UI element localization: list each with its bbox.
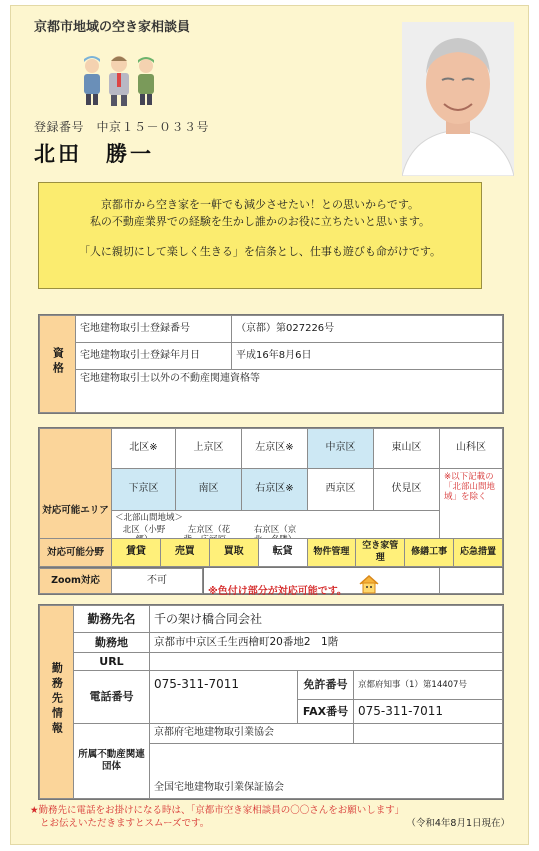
area-kita: 北区※ (112, 429, 176, 469)
area-nakagyo: 中京区 (308, 429, 374, 469)
field-emergency: 応急措置 (454, 539, 503, 567)
work-section-label: 勤務先情報 (40, 606, 74, 799)
url-value[interactable] (150, 653, 503, 671)
area-higashiyama: 東山区 (374, 429, 440, 469)
license-label: 免許番号 (298, 671, 354, 700)
zoom-value: 不可 (112, 569, 203, 594)
qual-value-1: 平成16年8月6日 (232, 343, 503, 370)
registration-number: 登録番号 中京１５－０３３号 (34, 120, 210, 134)
field-purchase: 買取 (209, 539, 258, 567)
availability-legend: ※色付け部分が対応可能です。 (208, 586, 347, 597)
qual-value-0: （京都）第027226号 (232, 316, 503, 343)
field-sublease: 転貸 (258, 539, 307, 567)
zoom-label: Zoom対応 (40, 569, 112, 594)
counselors-illustration (76, 52, 162, 106)
house-icon (358, 574, 380, 594)
area-label: 対応可能エリア (40, 429, 112, 594)
org-label: 所属不動産関連団体 (74, 724, 150, 799)
field-sale: 売買 (160, 539, 209, 567)
fields-panel (38, 538, 504, 568)
mountain-sakyo: 左京区（花 (187, 525, 231, 536)
area-fushimi: 伏見区 (374, 469, 440, 511)
license-value: 京都府知事（1）第14407号 (354, 671, 503, 700)
work-panel (38, 604, 504, 800)
area-kamigyo: 上京区 (176, 429, 242, 469)
area-yamashina: 山科区 (440, 429, 503, 469)
field-rent: 賃貸 (112, 539, 161, 567)
phone-value[interactable]: 075-311-7011 (150, 671, 298, 724)
counselor-photo (402, 22, 514, 176)
mountain-area-title: ＜北部山間地域＞ (115, 512, 184, 523)
area-sakyo: 左京区※ (242, 429, 308, 469)
fax-value: 075-311-7011 (354, 700, 503, 724)
message-line-2: 私の不動産業界での経験を生かし誰かのお役に立ちたいと思います。 (89, 215, 431, 228)
area-nishikyo: 西京区 (308, 469, 374, 511)
qualifications-label: 資格 (40, 316, 76, 413)
org-1: 京都府宅地建物取引業協会 (150, 724, 354, 744)
qualifications-panel (38, 314, 504, 414)
footer-note-2: とお伝えいただきますとスムーズです。 (40, 818, 210, 829)
field-repair: 修繕工事 (405, 539, 454, 567)
fax-label: FAX番号 (298, 700, 354, 724)
page-header: 京都市地域の空き家相談員 (34, 20, 191, 35)
field-vacant-house-management: 空き家管理 (356, 539, 405, 567)
footer-note-1: ★勤務先に電話をお掛けになる時は、「京都市空き家相談員の〇〇さんをお願いします」 (30, 805, 405, 816)
mountain-kita: 北区（小野 (122, 525, 166, 536)
company-name: 千の架け橋合同会社 (150, 606, 503, 633)
message-box (38, 182, 482, 289)
area-note: ※以下記載の「北部山間地域」を除く (440, 469, 503, 594)
address-value: 京都市中京区壬生西檜町20番地2 1階 (150, 633, 503, 653)
qual-label-1: 宅地建物取引士登録年月日 (76, 343, 232, 370)
counselor-name: 北田 勝一 (34, 142, 154, 166)
org-1-extra (354, 724, 503, 744)
zoom-panel (38, 568, 204, 595)
field-label: 対応可能分野 (40, 539, 112, 567)
company-label: 勤務先名 (74, 606, 150, 633)
footer-notes (30, 804, 510, 830)
area-shimogyo: 下京区 (112, 469, 176, 511)
org-2: 全国宅地建物取引業保証協会 (150, 744, 503, 799)
mountain-ukyo: 右京区（京 (253, 525, 297, 536)
url-label: URL (74, 653, 150, 671)
qual-label-2: 宅地建物取引士以外の不動産関連資格等 (76, 370, 503, 413)
area-minami: 南区 (176, 469, 242, 511)
field-property-management: 物件管理 (307, 539, 356, 567)
as-of-date: （令和4年8月1日現在） (406, 818, 510, 829)
qual-label-0: 宅地建物取引士登録番号 (76, 316, 232, 343)
area-ukyo: 右京区※ (242, 469, 308, 511)
phone-label: 電話番号 (74, 671, 150, 724)
message-line-1: 京都市から空き家を一軒でも減少させたい！との思いからです。 (100, 198, 419, 211)
message-line-3: 「人に親切にして楽しく生きる」を信条とし、仕事も遊びも命がけです。 (78, 245, 442, 258)
address-label: 勤務地 (74, 633, 150, 653)
